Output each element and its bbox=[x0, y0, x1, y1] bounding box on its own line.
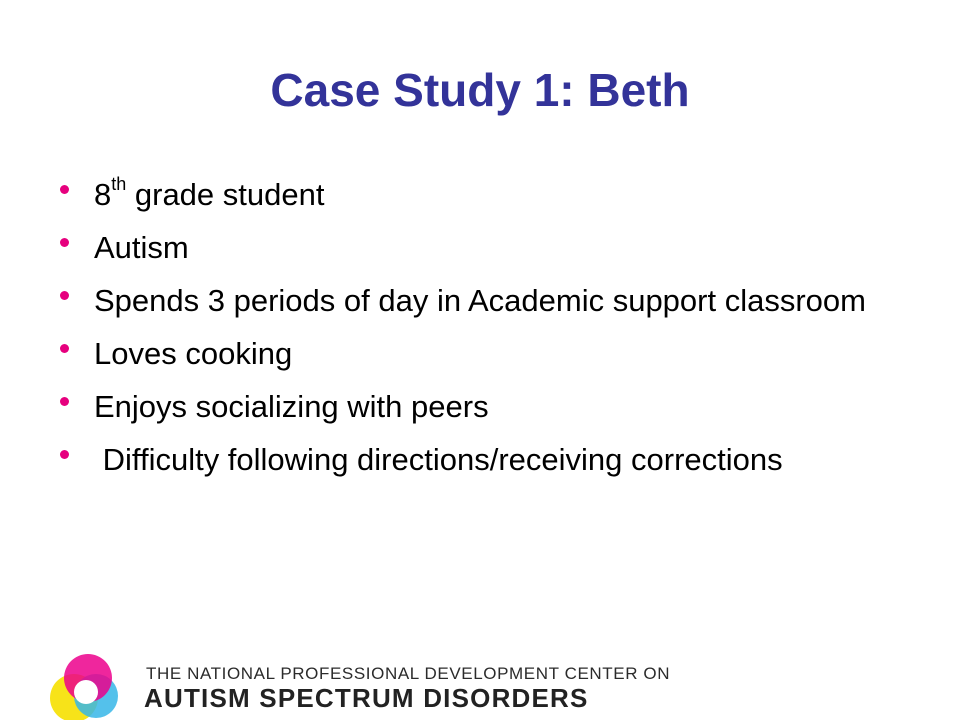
bullet-text-superscript: th bbox=[111, 173, 127, 194]
bullet-dot-icon bbox=[60, 397, 69, 406]
bullet-text: Autism bbox=[94, 230, 189, 265]
bullet-item bbox=[56, 225, 916, 271]
slide-title: Case Study 1: Beth bbox=[270, 64, 690, 116]
bullet-item bbox=[56, 331, 916, 377]
overlapping-circles-logo-icon bbox=[38, 652, 130, 720]
bullet-text: Spends 3 periods of day in Academic support classroom bbox=[94, 283, 866, 318]
bullet-item bbox=[56, 384, 916, 430]
bullet-dot-icon bbox=[60, 344, 69, 353]
bullet-text-rest: grade student bbox=[126, 177, 325, 212]
bullet-list bbox=[56, 172, 916, 490]
bullet-dot-icon bbox=[60, 185, 69, 194]
bullet-text: Enjoys socializing with peers bbox=[94, 389, 489, 424]
footer-org-line: THE NATIONAL PROFESSIONAL DEVELOPMENT CENTER ON bbox=[146, 664, 671, 683]
bullet-text-number: 8 bbox=[94, 177, 112, 212]
bullet-text: Difficulty following directions/receiving corrections bbox=[94, 442, 783, 477]
bullet-item bbox=[56, 278, 916, 324]
bullet-dot-icon bbox=[60, 450, 69, 459]
bullet-item bbox=[56, 437, 916, 483]
bullet-dot-icon bbox=[60, 291, 69, 300]
bullet-text: Loves cooking bbox=[94, 336, 293, 371]
bullet-item bbox=[56, 172, 916, 218]
footer-org-name: AUTISM SPECTRUM DISORDERS bbox=[144, 683, 589, 713]
bullet-dot-icon bbox=[60, 238, 69, 247]
